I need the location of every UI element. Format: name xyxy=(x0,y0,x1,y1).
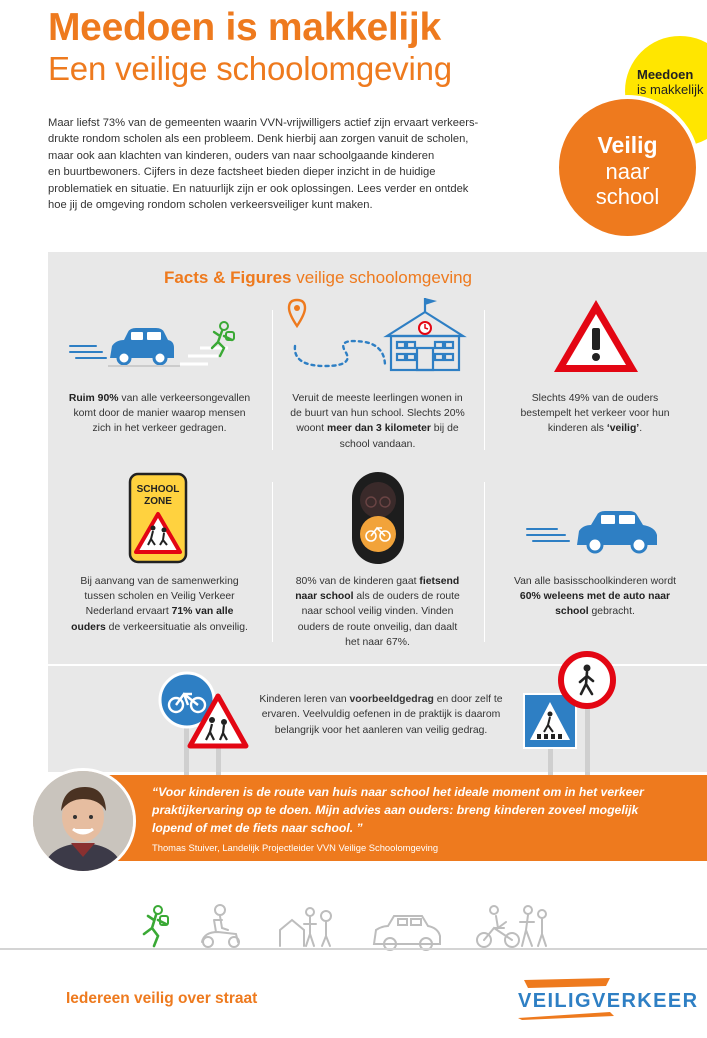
car-icon xyxy=(525,505,665,555)
crossing-and-no-pedestrians-signs-icon xyxy=(522,650,622,776)
middle-line: ervaren. Veelvuldig oefenen in de praktijk is daarom xyxy=(261,709,501,721)
fact-accidents xyxy=(52,391,267,437)
fact-text: gebracht. xyxy=(588,606,635,618)
fact-line: Veruit de meeste leerlingen wonen in xyxy=(292,393,463,404)
fact-line xyxy=(52,620,267,635)
intro-line: drukte rondom scholen als een probleem. Denk hierbij aan zorgen vanuit de scholen, xyxy=(48,133,469,146)
fact-line xyxy=(275,421,480,436)
fact-text: van alle verkeersongevallen xyxy=(118,393,251,404)
intro-line: en buurtbewoners. Cijfers in deze factsheet bieden dieper inzicht in de huidige xyxy=(48,166,436,179)
avatar xyxy=(30,768,136,874)
column-divider xyxy=(484,310,485,450)
fact-bold: ouders xyxy=(71,621,106,633)
badge-orange-line2: naar xyxy=(605,159,650,184)
page-subtitle: Een veilige schoolomgeving xyxy=(48,50,452,87)
column-divider xyxy=(484,482,485,642)
fact-line xyxy=(275,574,480,589)
fact-line xyxy=(490,604,700,619)
quote-line: praktijkervaring op te doen. Mijn advies aan ouders: breng kinderen zoveel mogelijk xyxy=(152,803,639,817)
footer-tagline: Iedereen veilig over straat xyxy=(66,990,258,1007)
middle-text-part: Kinderen leren van xyxy=(259,694,350,705)
running-child-icon xyxy=(144,906,168,946)
facts-title-regular: veilige schoolomgeving xyxy=(291,268,473,287)
fact-line: Slechts 49% van de ouders xyxy=(531,393,659,404)
fact-line xyxy=(490,421,700,436)
fact-line xyxy=(490,589,700,604)
fact-line: het naar 67%. xyxy=(345,636,410,648)
quote-text xyxy=(152,783,697,837)
fact-line xyxy=(52,391,267,406)
fact-text: 80% van de kinderen gaat xyxy=(295,576,420,587)
quote-line: lopend of met de fiets naar school. ” xyxy=(152,821,363,835)
veilig-naar-school-badge xyxy=(555,95,700,240)
family-house-icon xyxy=(280,908,331,946)
school-zone-line1: SCHOOL xyxy=(136,484,180,495)
middle-text-part: en door zelf te xyxy=(433,694,503,705)
car-and-child-icon xyxy=(68,318,258,374)
middle-text xyxy=(246,692,516,738)
bicycle-traffic-light-icon xyxy=(348,470,408,566)
scooter-icon xyxy=(202,905,239,947)
intro-paragraph xyxy=(48,115,528,213)
fact-text: woont xyxy=(296,423,327,435)
school-zone-line2: ZONE xyxy=(144,496,172,507)
fact-text: bij de xyxy=(430,423,459,435)
intro-line: problematiek en situatie. En natuurlijk zijn er ook oplossingen. Lees verder en ontdek xyxy=(48,182,469,195)
column-divider xyxy=(272,482,273,642)
badge-orange-line1: Veilig xyxy=(597,132,658,158)
fact-line: school vandaan. xyxy=(339,438,416,450)
fact-line xyxy=(275,589,480,604)
fact-bold: Ruim 90% xyxy=(68,393,119,404)
column-divider xyxy=(272,310,273,450)
fact-bold: meer dan 3 kilometer xyxy=(326,423,431,435)
car-outline-icon xyxy=(374,916,440,950)
fact-line: ouders de route onveilig, dan daalt xyxy=(297,621,458,633)
portrait-icon xyxy=(33,771,133,871)
fact-line: de buurt van hun school. Slechts 20% xyxy=(290,408,465,420)
cyclist-icon xyxy=(477,906,519,947)
fact-text: als de ouders de route xyxy=(353,591,460,603)
fact-parents-safe xyxy=(490,391,700,437)
road-users-pictograms-icon xyxy=(130,900,550,952)
fact-bold: fietsend xyxy=(419,576,460,587)
fact-line: Van alle basisschoolkinderen wordt xyxy=(513,576,677,587)
facts-title xyxy=(48,268,588,288)
fact-bold: ‘veilig’ xyxy=(606,423,640,435)
bicycle-and-children-signs-icon xyxy=(158,668,250,776)
intro-line: Maar liefst 73% van de gemeenten waarin VVN-vrijwilligers actief zijn ervaart verkeers- xyxy=(48,117,479,129)
fact-bold: naar school xyxy=(295,591,354,603)
fact-distance xyxy=(275,391,480,452)
fact-bold: school xyxy=(555,606,589,618)
school-route-icon xyxy=(285,296,470,376)
fact-cycling xyxy=(275,574,480,650)
fact-bold: 71% van alle xyxy=(171,606,234,618)
middle-line: belangrijk voor het aanleren van veilig gedrag. xyxy=(274,724,488,736)
fact-line: tussen scholen en Veilig Verkeer xyxy=(84,591,235,603)
badge-yellow-line2: is makkelijk xyxy=(637,82,704,97)
fact-text: Nederland ervaart xyxy=(85,606,172,618)
school-zone-sign-icon xyxy=(128,472,188,564)
fact-line: naar school veilig vinden. Vinden xyxy=(301,606,454,618)
fact-line: zich in het verkeer gedragen. xyxy=(92,423,227,435)
fact-line: komt door de manier waarop mensen xyxy=(73,408,246,420)
warning-triangle-icon xyxy=(550,296,642,376)
fact-bold: 60% weleens met de auto naar xyxy=(519,591,671,603)
fact-text: . xyxy=(639,423,643,435)
veilig-verkeer-logo: VEILIGVERKEER xyxy=(518,990,699,1012)
middle-bold: voorbeeldgedrag xyxy=(349,694,434,705)
pedestrians-icon xyxy=(520,906,546,946)
quote-line: “Voor kinderen is de route van huis naar school het ideale moment om in het verkeer xyxy=(152,785,644,799)
fact-line: Bij aanvang van de samenwerking xyxy=(80,576,239,587)
fact-car xyxy=(490,574,700,620)
quote-author: Thomas Stuiver, Landelijk Projectleider VVN Veilige Schoolomgeving xyxy=(152,842,439,853)
badge-orange-line3: school xyxy=(595,184,660,209)
middle-line xyxy=(246,692,516,707)
ground-line xyxy=(0,948,707,950)
fact-text: kinderen als xyxy=(547,423,607,435)
fact-text: de verkeersituatie als onveilig. xyxy=(105,621,248,633)
page-title: Meedoen is makkelijk xyxy=(48,6,441,49)
badge-yellow-line1: Meedoen xyxy=(637,67,694,82)
intro-line: hoe jij de omgeving rondom scholen verkeersveiliger kunt maken. xyxy=(48,199,373,212)
intro-line: maar ook aan klachten van kinderen, ouders van naar schoolgaande kinderen xyxy=(48,149,435,162)
facts-title-bold: Facts & Figures xyxy=(163,268,292,287)
fact-unsafe xyxy=(52,574,267,635)
fact-line: bestempelt het verkeer voor hun xyxy=(520,408,670,420)
fact-line xyxy=(52,604,267,619)
